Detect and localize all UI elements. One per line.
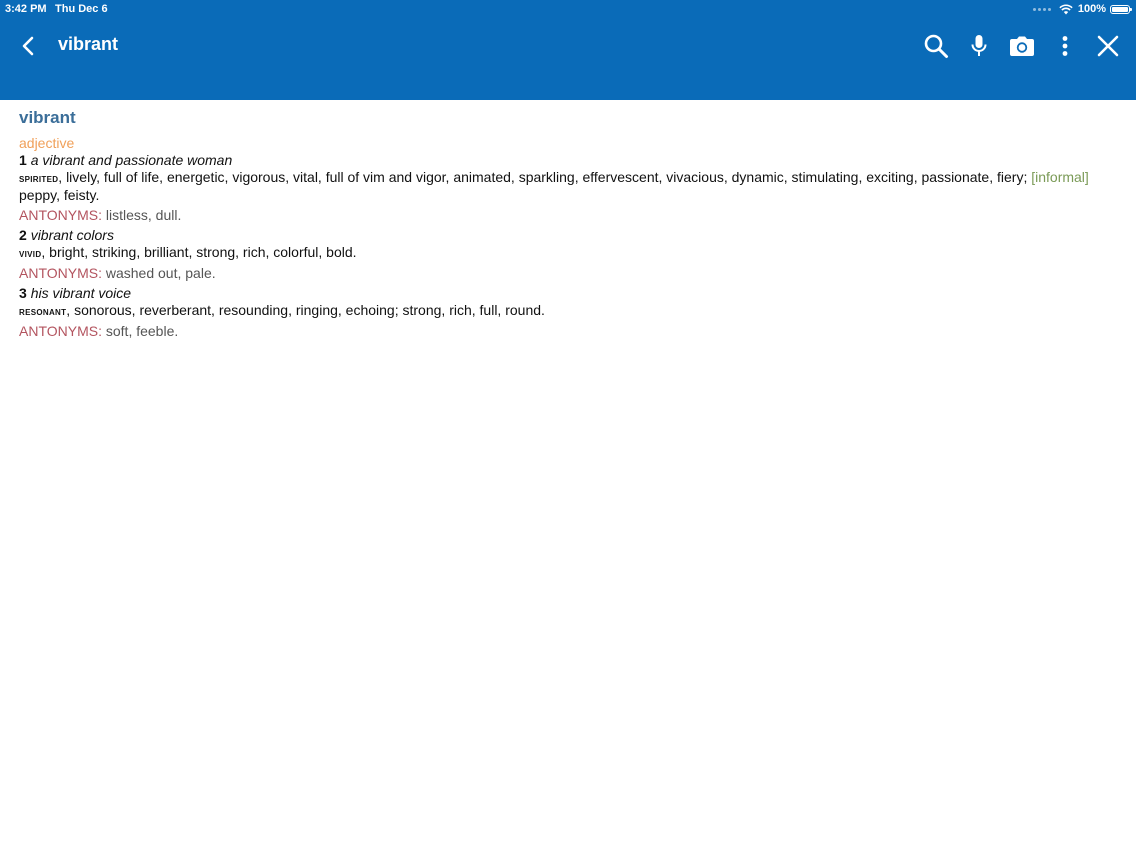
app-header [0, 0, 1136, 100]
synonyms-text: , lively, full of life, energetic, vigorous, vital, full of vim and vigor, animated, sparkling, effervescent, vivacious, dynamic, stimulating, exciting, passionate, fiery; [58, 169, 1028, 185]
antonyms-text: soft, feeble. [105, 323, 179, 339]
status-bar [0, 0, 1136, 18]
sense-header [19, 285, 1119, 302]
sense-example: vibrant colors [30, 227, 114, 243]
sense-number: 1 [19, 152, 27, 168]
antonyms-label: ANTONYMS: [19, 265, 102, 281]
search-button[interactable] [916, 30, 956, 62]
camera-icon [1009, 35, 1035, 57]
sense-header [19, 152, 1119, 169]
antonyms-line [19, 265, 1119, 282]
battery-icon [1110, 5, 1130, 14]
close-icon [1097, 35, 1119, 57]
sense-header [19, 227, 1119, 244]
register-synonyms-text: peppy, feisty. [19, 187, 100, 203]
wifi-icon [1059, 4, 1073, 15]
sense-1 [19, 152, 1119, 224]
search-term[interactable]: vibrant [58, 34, 119, 54]
toolbar [913, 30, 1128, 62]
status-date: Thu Dec 6 [55, 3, 108, 15]
antonyms-label: ANTONYMS: [19, 323, 102, 339]
sense-example: a vibrant and passionate woman [30, 152, 233, 168]
back-button[interactable] [14, 32, 42, 60]
more-options-button[interactable] [1045, 30, 1085, 62]
close-button[interactable] [1088, 30, 1128, 62]
antonyms-text: listless, dull. [105, 207, 182, 223]
synonyms-text: , bright, striking, brilliant, strong, rich, colorful, bold. [41, 244, 357, 260]
antonyms-line [19, 207, 1119, 224]
part-of-speech: adjective [19, 135, 75, 151]
sense-2 [19, 227, 1119, 282]
antonyms-text: washed out, pale. [105, 265, 216, 281]
synonym-keyword[interactable]: resonant [19, 304, 67, 318]
headword: vibrant [19, 108, 76, 127]
antonyms-line [19, 323, 1119, 340]
search-icon [923, 33, 949, 59]
synonyms-line [19, 169, 1119, 204]
register-label: [informal] [1031, 169, 1089, 185]
sense-number: 2 [19, 227, 27, 243]
sense-3 [19, 285, 1119, 340]
back-icon [21, 36, 35, 56]
voice-search-button[interactable] [959, 30, 999, 62]
microphone-icon [970, 33, 988, 59]
dictionary-entry [19, 106, 1119, 343]
synonyms-line [19, 302, 1119, 320]
status-time: 3:42 PM [5, 3, 47, 15]
sense-number: 3 [19, 285, 27, 301]
status-indicators [1033, 2, 1130, 16]
synonyms-line [19, 244, 1119, 262]
camera-search-button[interactable] [1002, 30, 1042, 62]
synonym-keyword[interactable]: vivid [19, 246, 42, 260]
battery-percentage: 100% [1077, 3, 1106, 15]
cellular-signal-icon [1033, 8, 1051, 11]
synonyms-text: , sonorous, reverberant, resounding, ringing, echoing; strong, rich, full, round. [66, 302, 545, 318]
more-vertical-icon [1061, 35, 1069, 57]
antonyms-label: ANTONYMS: [19, 207, 102, 223]
sense-example: his vibrant voice [30, 285, 132, 301]
synonym-keyword[interactable]: spirited [19, 171, 59, 185]
